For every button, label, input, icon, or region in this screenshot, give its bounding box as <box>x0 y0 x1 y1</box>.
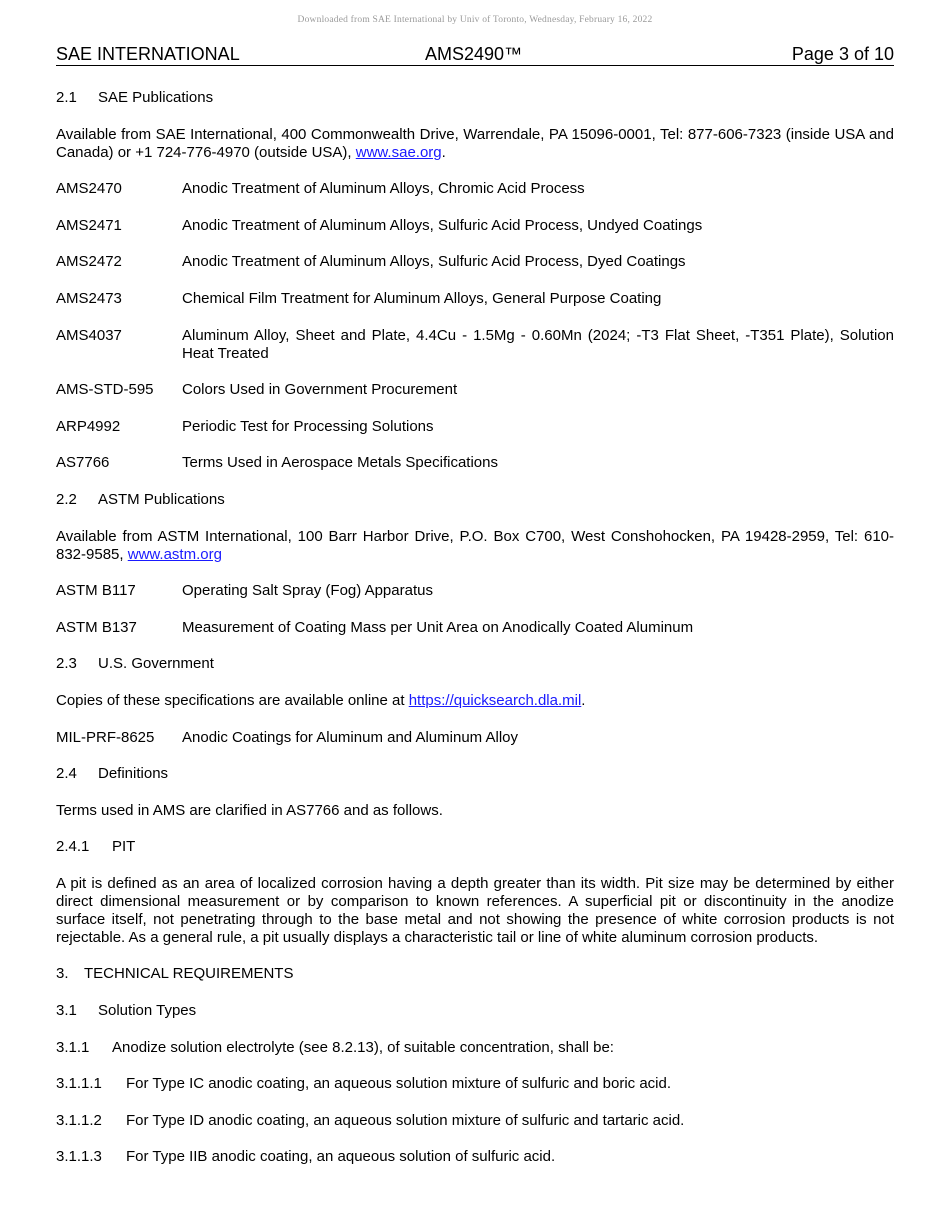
section-title: PIT <box>112 838 136 856</box>
pit-definition-paragraph: A pit is defined as an area of localized corrosion having a depth greater than its width. Pit size may be determined by either direct dimensional measurement or by comparison to known references. A superficial pit or discontinuity in the anodize surface itself, not penetrating through to the base metal and not showing the presence of white corrosion products is not rejectable. As a general rule, a pit usually displays a characteristic tail or line of white aluminum corrosion products. <box>56 874 894 946</box>
section-title: Solution Types <box>98 1002 197 1020</box>
section-2-4-1-heading <box>56 838 894 856</box>
reference-description: Anodic Coatings for Aluminum and Aluminum Alloy <box>182 728 519 746</box>
reference-code: ASTM B137 <box>56 618 137 636</box>
reference-description: Anodic Treatment of Aluminum Alloys, Chromic Acid Process <box>182 180 585 198</box>
header-org: SAE INTERNATIONAL <box>56 44 240 64</box>
sae-website-link[interactable]: www.sae.org <box>355 143 442 161</box>
paragraph-text: Available from SAE International, 400 Commonwealth Drive, Warrendale, PA 15096-0001, Tel: 877-606-7323 (inside USA and Canada) or +1 724-776-4970 (outside USA), <box>56 125 894 161</box>
definitions-paragraph: Terms used in AMS are clarified in AS7766 and as follows. <box>56 801 443 819</box>
reference-row <box>56 217 894 235</box>
section-number: 2.3 <box>56 655 77 673</box>
section-number: 2.4 <box>56 765 77 783</box>
section-text: For Type IC anodic coating, an aqueous solution mixture of sulfuric and boric acid. <box>126 1075 672 1093</box>
section-number: 2.4.1 <box>56 838 90 856</box>
section-title: Definitions <box>98 765 169 783</box>
reference-code: AMS2472 <box>56 253 122 271</box>
reference-row <box>56 619 894 637</box>
section-3-heading <box>56 965 894 983</box>
section-3-1-1 <box>56 1039 894 1057</box>
reference-row <box>56 729 894 747</box>
section-title: ASTM Publications <box>98 490 225 508</box>
reference-code: MIL-PRF-8625 <box>56 728 155 746</box>
quicksearch-link[interactable]: https://quicksearch.dla.mil <box>408 691 582 709</box>
section-2-1-heading <box>56 89 894 107</box>
reference-description: Periodic Test for Processing Solutions <box>182 417 434 435</box>
reference-description: Colors Used in Government Procurement <box>182 381 458 399</box>
section-3-1-1-1 <box>56 1075 894 1093</box>
section-2-3-heading <box>56 655 894 673</box>
section-2-2-heading <box>56 491 894 509</box>
section-2-4-heading <box>56 765 894 783</box>
reference-description: Measurement of Coating Mass per Unit Area on Anodically Coated Aluminum <box>182 618 694 636</box>
government-availability-paragraph: Copies of these specifications are available online at https://quicksearch.dla.mil. <box>56 691 586 709</box>
reference-description: Chemical Film Treatment for Aluminum Alloys, General Purpose Coating <box>182 289 662 307</box>
reference-code: AMS2470 <box>56 180 122 198</box>
reference-row <box>56 180 894 198</box>
section-number: 2.2 <box>56 490 77 508</box>
reference-code: AS7766 <box>56 454 110 472</box>
reference-row <box>56 454 894 472</box>
page-header <box>56 43 894 66</box>
astm-availability-paragraph <box>56 528 894 564</box>
sae-availability-paragraph: Available from SAE International, 400 Commonwealth Drive, Warrendale, PA 15096-0001, Tel: 877-606-7323 (inside USA and Canada) or +1 724-776-4970 (outside USA), www.sae.org. <box>56 125 894 161</box>
reference-code: ASTM B117 <box>56 582 136 600</box>
header-page-number: Page 3 of 10 <box>791 44 894 64</box>
section-number: 3.1 <box>56 1002 77 1020</box>
section-number: 2.1 <box>56 89 77 106</box>
reference-code: AMS4037 <box>56 326 122 344</box>
section-number: 3.1.1.1 <box>56 1075 102 1093</box>
reference-row <box>56 327 894 363</box>
reference-row <box>56 290 894 308</box>
download-watermark: Downloaded from SAE International by Univ of Toronto, Wednesday, February 16, 2022 <box>297 15 653 25</box>
reference-row <box>56 582 894 600</box>
reference-description: Operating Salt Spray (Fog) Apparatus <box>182 582 433 600</box>
paragraph-text: Available from ASTM International, 100 Barr Harbor Drive, P.O. Box C700, West Conshohocken, PA 19428-2959, Tel: 610-832-9585, <box>56 527 894 563</box>
section-number: 3.1.1 <box>56 1038 90 1056</box>
reference-row <box>56 381 894 399</box>
reference-description: Terms Used in Aerospace Metals Specifications <box>182 454 498 472</box>
reference-description: Anodic Treatment of Aluminum Alloys, Sulfuric Acid Process, Dyed Coatings <box>182 253 686 271</box>
section-number: 3. <box>56 965 69 983</box>
section-title: U.S. Government <box>98 655 214 673</box>
astm-website-link[interactable]: www.astm.org <box>127 545 222 563</box>
reference-code: AMS2473 <box>56 289 122 307</box>
reference-code: AMS2471 <box>56 216 122 234</box>
section-3-1-heading <box>56 1002 894 1020</box>
section-3-1-1-2 <box>56 1112 894 1130</box>
section-3-1-1-3 <box>56 1148 894 1166</box>
document-body <box>56 89 894 1185</box>
section-title: TECHNICAL REQUIREMENTS <box>84 965 294 983</box>
section-title: SAE Publications <box>98 89 214 106</box>
section-number: 3.1.1.3 <box>56 1148 102 1166</box>
paragraph-text: Copies of these specifications are available online at <box>56 691 409 709</box>
reference-description: Aluminum Alloy, Sheet and Plate, 4.4Cu - 1.5Mg - 0.60Mn (2024; -T3 Flat Sheet, -T351 Plate), Solution Heat Treated <box>182 326 894 362</box>
section-text: Anodize solution electrolyte (see 8.2.13), of suitable concentration, shall be: <box>112 1038 614 1056</box>
header-doc-id: AMS2490™ <box>425 44 523 64</box>
section-number: 3.1.1.2 <box>56 1111 102 1129</box>
section-text: For Type IIB anodic coating, an aqueous solution of sulfuric acid. <box>126 1148 556 1166</box>
reference-row <box>56 253 894 271</box>
reference-description: Anodic Treatment of Aluminum Alloys, Sulfuric Acid Process, Undyed Coatings <box>182 216 703 234</box>
section-text: For Type ID anodic coating, an aqueous solution mixture of sulfuric and tartaric acid. <box>126 1111 685 1129</box>
reference-row <box>56 418 894 436</box>
reference-code: ARP4992 <box>56 417 121 435</box>
reference-code: AMS-STD-595 <box>56 381 154 399</box>
